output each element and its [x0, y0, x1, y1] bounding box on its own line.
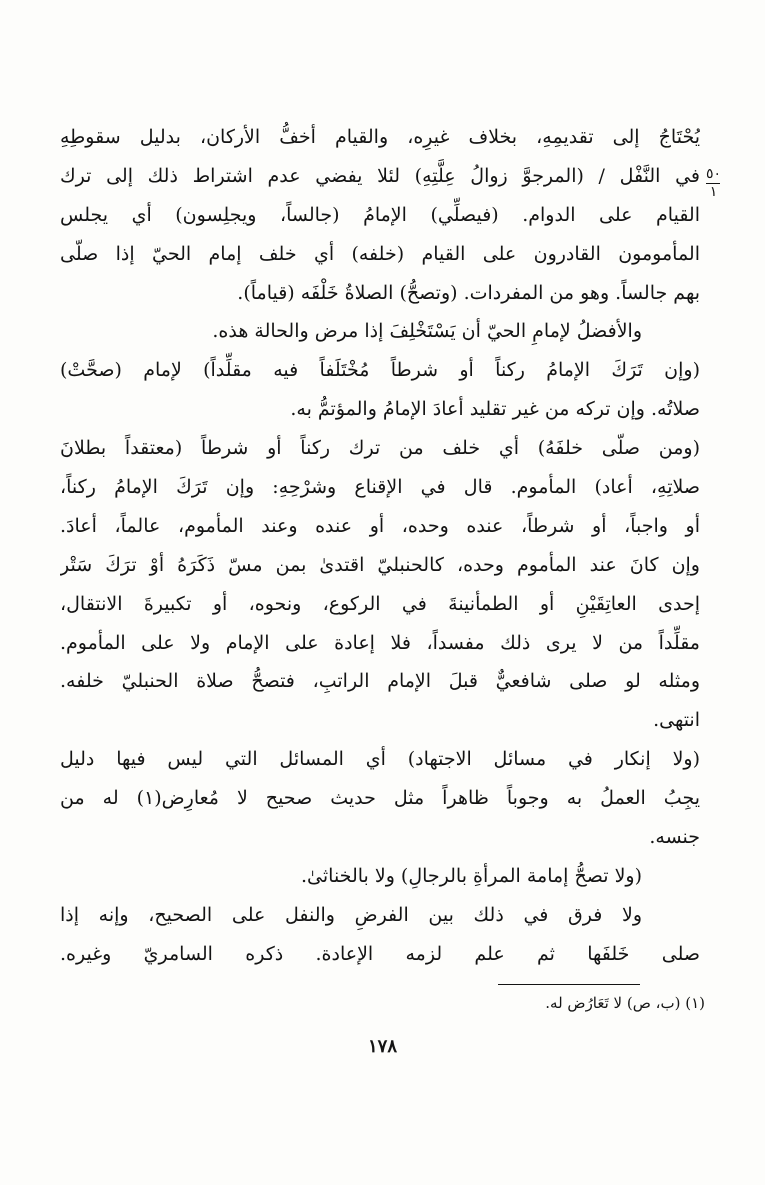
- margin-reference-bottom: ١: [709, 184, 718, 200]
- page-number: ١٧٨: [367, 1036, 397, 1057]
- body-line: (ولا تصحُّ إمامة المرأةِ بالرجالِ) ولا بالخناثىٰ.: [301, 864, 642, 887]
- body-line: صلاتِهِ، أعاد) المأموم. قال في الإقناع وشرْحِهِ: وإن تَرَكَ الإمامُ ركناً،: [60, 476, 700, 499]
- body-line: أو واجباً، أو شرطاً، عنده وحده، أو عنده وعند المأموم، عالماً، أعادَ.: [60, 514, 700, 537]
- body-line: والأفضلُ لإمامِ الحيّ أن يَسْتَخْلِفَ إذا مرض والحالة هذه.: [212, 320, 642, 343]
- footnote: (١) (ب، ص) لا تَعَارُض له.: [545, 994, 705, 1012]
- body-line: (ومن صلّى خلفَهُ) أي خلف من ترك ركناً أو شرطاً (معتقداً بطلانَ: [60, 437, 700, 460]
- body-line: ولا فرق في ذلك بين الفرضِ والنفل على الصحيح، وإنه إذا: [60, 903, 642, 926]
- document-body: [60, 118, 700, 974]
- body-line: المأمومون القادرون على القيام (خلفه) أي خلف إمام الحيّ إذا صلّى: [60, 242, 700, 265]
- body-line: جنسه.: [649, 826, 700, 849]
- body-line: يُحْتَاجُ إلى تقديمِهِ، بخلاف غيرِه، والقيام أخفُّ الأركان، بدليل سقوطِهِ: [60, 126, 700, 148]
- body-line: صلى خَلفَها ثم علم لزمه الإعادة. ذكره السامريّ وغيره.: [60, 942, 700, 965]
- body-line: انتهى.: [653, 709, 700, 732]
- body-line: ومثله لو صلى شافعيٌّ قبلَ الإمام الراتبِ، فتصحُّ صلاة الحنبليّ خلفه.: [60, 670, 700, 693]
- body-line: (وإن تَرَكَ الإمامُ ركناً أو شرطاً مُخْتَلَفاً فيه مقلِّداً) لإمام (صحَّتْ): [60, 359, 700, 382]
- margin-page-reference: [706, 166, 721, 201]
- body-line: إحدى العاتِقَيْنِ أو الطمأنينةَ في الركوع، ونحوه، أو تكبيرةَ الانتقال،: [60, 592, 700, 615]
- body-line: في النَّفْل / (المرجوَّ زوالُ عِلَّتِهِ) لئلا يفضي عدم اشتراط ذلك إلى ترك: [60, 164, 700, 187]
- body-line: بهم جالساً. وهو من المفردات. (وتصحُّ) الصلاةُ خَلْفَه (قياماً).: [237, 281, 700, 304]
- body-line: القيام على الدوام. (فيصلِّي) الإمامُ (جالساً، ويجلِسون) أي يجلس: [60, 203, 700, 226]
- body-line: وإن كانَ عند المأموم وحده، كالحنبليّ اقتدىٰ بمن مسّ ذَكَرَهُ أوْ ترَكَ سَتْر: [60, 553, 700, 576]
- body-line: (ولا إنكار في مسائل الاجتهاد) أي المسائل التي ليس فيها دليل: [60, 748, 700, 771]
- margin-reference-top: ٥٠: [705, 166, 721, 182]
- body-line: صلاتُه. وإن تركه من غير تقليد أعادَ الإمامُ والمؤتمُّ به.: [290, 398, 700, 421]
- body-line: مقلِّداً من لا يرى ذلك مفسداً، فلا إعادة على الإمام ولا على المأموم.: [60, 631, 700, 654]
- footnote-divider: [498, 984, 640, 985]
- body-line: يجِبُ العملُ به وجوباً ظاهراً مثل حديث صحيح لا مُعارِض(١) له من: [60, 787, 700, 810]
